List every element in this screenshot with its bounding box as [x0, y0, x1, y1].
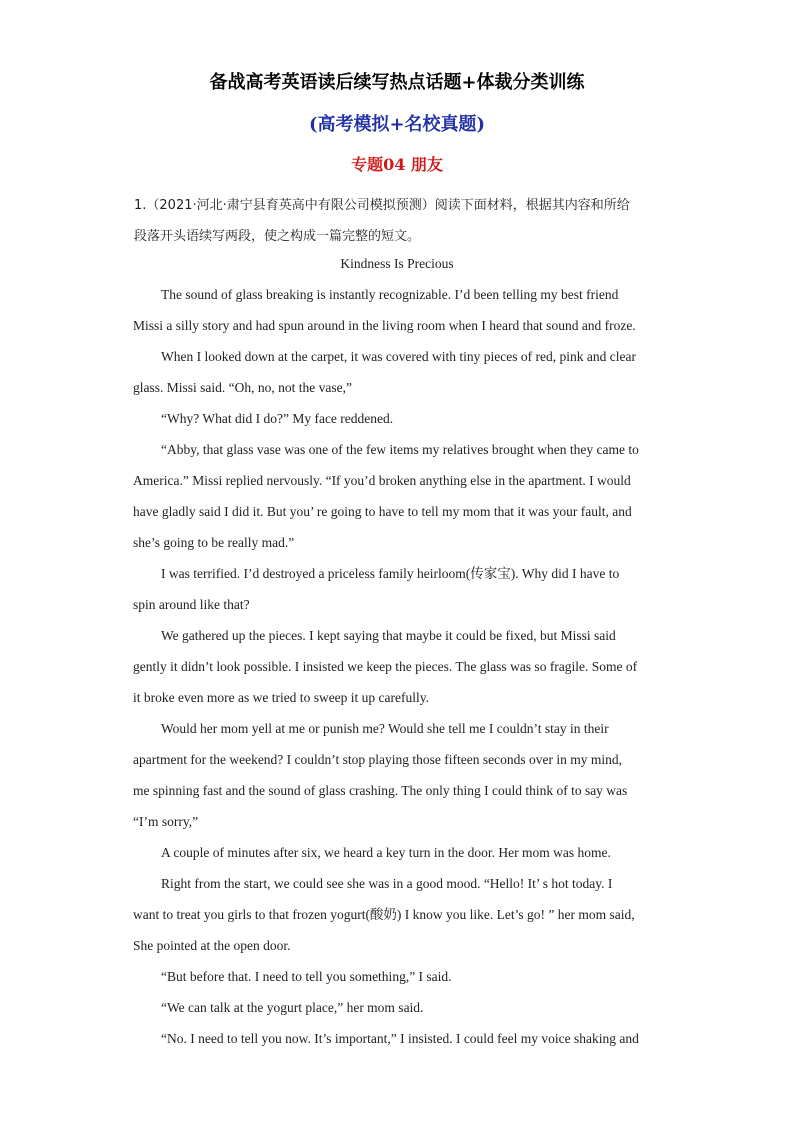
story-line: glass. Missi said. “Oh, no, not the vase,”: [133, 380, 352, 395]
story-line: “Why? What did I do?” My face reddened.: [161, 411, 394, 426]
story-line: “But before that. I need to tell you something,” I said.: [161, 969, 452, 984]
story-line: have gladly said I did it. But you’ re going to have to tell my mom that it was your fault, and: [133, 504, 632, 519]
document-title: 备战高考英语读后续写热点话题+体裁分类训练: [209, 72, 585, 93]
story-line: she’s going to be really mad.”: [133, 535, 295, 550]
story-line: The sound of glass breaking is instantly recognizable. I’d been telling my best friend: [161, 287, 619, 302]
topic-heading: 专题04 朋友: [351, 155, 443, 174]
story-line: “I’m sorry,”: [133, 814, 199, 829]
story-body: [133, 279, 663, 1054]
story-line: gently it didn’t look possible. I insisted we keep the pieces. The glass was so fragile. Some of: [133, 659, 638, 674]
story-line: “Abby, that glass vase was one of the few items my relatives brought when they came to: [161, 442, 639, 457]
story-line: Right from the start, we could see she was in a good mood. “Hello! It’ s hot today. I: [161, 876, 613, 891]
story-line: me spinning fast and the sound of glass crashing. The only thing I could think of to say was: [133, 783, 628, 798]
story-line: When I looked down at the carpet, it was covered with tiny pieces of red, pink and clear: [161, 349, 636, 364]
story-line: She pointed at the open door.: [133, 938, 291, 953]
story-line: A couple of minutes after six, we heard a key turn in the door. Her mom was home.: [161, 845, 611, 860]
story-line: America.” Missi replied nervously. “If you’d broken anything else in the apartment. I would: [133, 473, 631, 488]
story-line: apartment for the weekend? I couldn’t stop playing those fifteen seconds over in my mind,: [133, 752, 622, 767]
story-line: it broke even more as we tried to sweep it up carefully.: [133, 690, 430, 705]
story-line: “No. I need to tell you now. It’s important,” I insisted. I could feel my voice shaking and: [161, 1031, 639, 1046]
story-title: Kindness Is Precious: [340, 256, 454, 271]
story-line: “We can talk at the yogurt place,” her mom said.: [161, 1000, 424, 1015]
story-line: Missi a silly story and had spun around in the living room when I heard that sound and froze.: [133, 318, 636, 333]
question-intro-line: 段落开头语续写两段，使之构成一篇完整的短文。: [134, 229, 421, 244]
question-intro-line: 1.（2021·河北·肃宁县育英高中有限公司模拟预测）阅读下面材料，根据其内容和所给: [134, 198, 630, 213]
question-intro: [134, 190, 664, 252]
story-line: Would her mom yell at me or punish me? Would she tell me I couldn’t stay in their: [161, 721, 609, 736]
document-subtitle: (高考模拟+名校真题): [308, 114, 486, 135]
story-line: I was terrified. I’d destroyed a priceless family heirloom(传家宝). Why did I have to: [161, 566, 620, 581]
story-line: spin around like that?: [133, 597, 250, 612]
story-line: want to treat you girls to that frozen yogurt(酸奶) I know you like. Let’s go! ” her mom said,: [133, 907, 635, 922]
story-line: We gathered up the pieces. I kept saying that maybe it could be fixed, but Missi said: [161, 628, 616, 643]
